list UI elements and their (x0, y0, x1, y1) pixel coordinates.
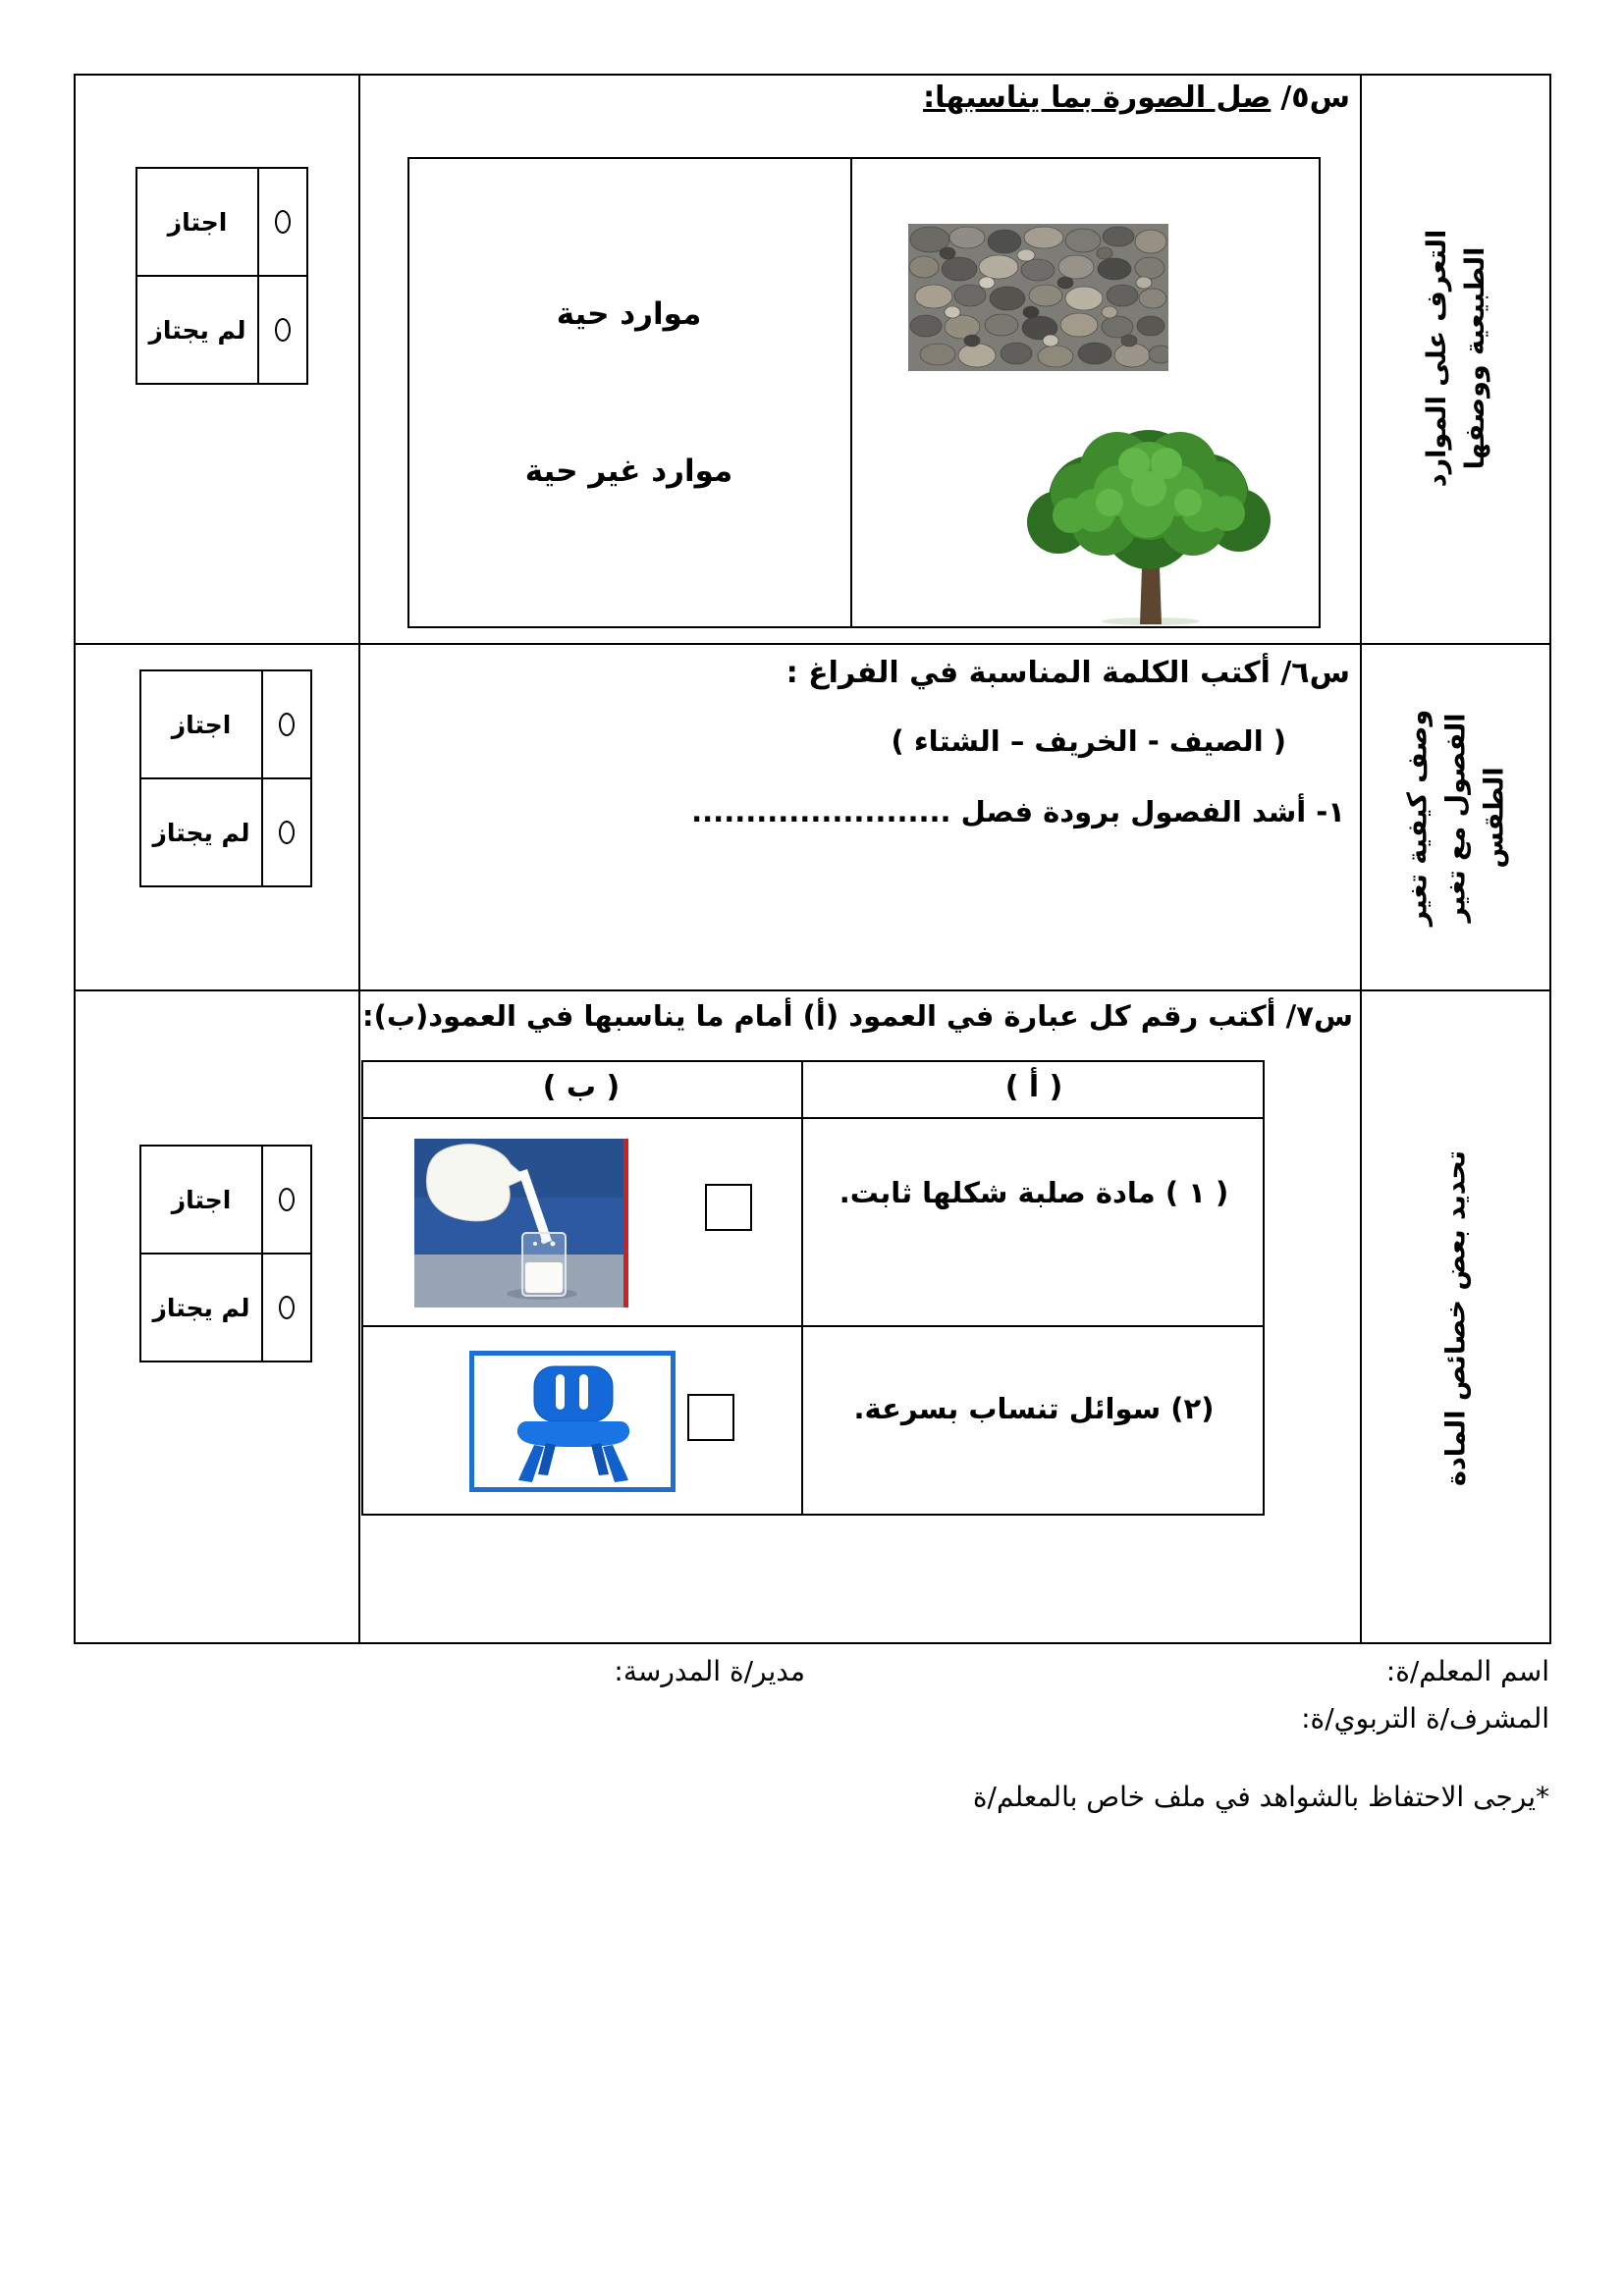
fail-oval-mark[interactable] (275, 318, 291, 342)
pass-oval-mark[interactable] (279, 1188, 295, 1211)
q5-title-text: صل الصورة بما يناسبها: (923, 80, 1272, 115)
objective-cell-q6 (1362, 645, 1549, 989)
blue-chair-image (469, 1351, 676, 1492)
objective-cell-q5 (1362, 74, 1549, 643)
q7-header-divider (361, 1117, 1265, 1119)
fail-mark-cell (261, 779, 310, 885)
assessment-box-q5 (135, 167, 308, 385)
pass-oval-mark[interactable] (279, 713, 295, 736)
assessment-box-q6 (139, 669, 312, 887)
principal-label: مدير/ة المدرسة: (614, 1655, 805, 1687)
fail-mark-cell (257, 277, 306, 383)
q5-title (412, 80, 1350, 115)
fail-label: لم يجتاز (148, 315, 246, 345)
assessment-pass-row (141, 671, 310, 777)
teacher-name-label: اسم المعلم/ة: (1385, 1655, 1549, 1687)
objective-text-q6: وصف كيفية تغير الفصول مع تغير الطقس (1401, 709, 1510, 926)
evidence-note: *يرجى الاحتفاظ بالشواهد في ملف خاص بالمعلم/ة (972, 1781, 1549, 1813)
fail-oval-mark[interactable] (279, 821, 295, 844)
row-divider-2 (74, 989, 1551, 991)
objective-cell-q7 (1362, 991, 1549, 1644)
milk-pour-image (414, 1139, 628, 1308)
row-divider-1 (74, 643, 1551, 645)
pass-mark-cell (261, 1147, 310, 1253)
pass-label: اجتاز (171, 710, 232, 739)
assessment-fail-row (141, 777, 310, 885)
supervisor-label: المشرف/ة التربوي/ة: (1301, 1702, 1549, 1735)
q6-fill-blank-item[interactable]: ١- أشد الفصول برودة فصل ........................ (691, 795, 1345, 828)
left-column-divider (358, 74, 360, 1644)
pebbles-image (908, 224, 1168, 371)
objective-text-q7: تحديد بعض خصائص المادة (1439, 1149, 1471, 1486)
q5-match-table-divider (850, 157, 852, 628)
q7-statement-2: (٢) سوائل تنساب بسرعة. (853, 1392, 1215, 1425)
fail-mark-cell (261, 1255, 310, 1361)
q7-column-divider (801, 1060, 803, 1516)
fail-oval-mark[interactable] (279, 1296, 295, 1319)
q5-label-nonliving: موارد غير حية (524, 454, 733, 489)
objective-text-q5: التعرف على الموارد الطبيعية ووصفها (1421, 229, 1490, 488)
assessment-pass-row (141, 1147, 310, 1253)
fail-label: لم يجتاز (152, 1293, 250, 1322)
pass-mark-cell (261, 671, 310, 777)
pass-label: اجتاز (167, 207, 228, 237)
q7-header-column-a: ( أ ) (1004, 1070, 1063, 1104)
pass-mark-cell (257, 169, 306, 275)
q7-title: س٧/ أكتب رقم كل عبارة في العمود (أ) أمام ما يناسبها في العمود(ب): (362, 999, 1353, 1033)
assessment-fail-row (137, 275, 306, 383)
pass-oval-mark[interactable] (275, 210, 291, 234)
tree-image (1001, 412, 1296, 626)
assessment-box-q7 (139, 1145, 312, 1362)
fail-label: لم يجتاز (152, 818, 250, 847)
assessment-fail-row (141, 1253, 310, 1361)
q7-row-divider (361, 1325, 1265, 1327)
assessment-pass-row (137, 169, 306, 275)
q6-title: س٦/ أكتب الكلمة المناسبة في الفراغ : (785, 656, 1350, 690)
q6-word-options: ( الصيف - الخريف – الشتاء ) (891, 724, 1286, 758)
q7-answer-box-2[interactable] (687, 1394, 734, 1441)
q7-statement-1: ( ١ ) مادة صلبة شكلها ثابت. (839, 1176, 1229, 1209)
q7-answer-box-1[interactable] (705, 1184, 752, 1231)
pass-label: اجتاز (171, 1185, 232, 1214)
q7-header-column-b: ( ب ) (542, 1070, 621, 1104)
q5-label-living: موارد حية (556, 296, 702, 332)
q5-question-number: س٥/ (1280, 80, 1350, 115)
